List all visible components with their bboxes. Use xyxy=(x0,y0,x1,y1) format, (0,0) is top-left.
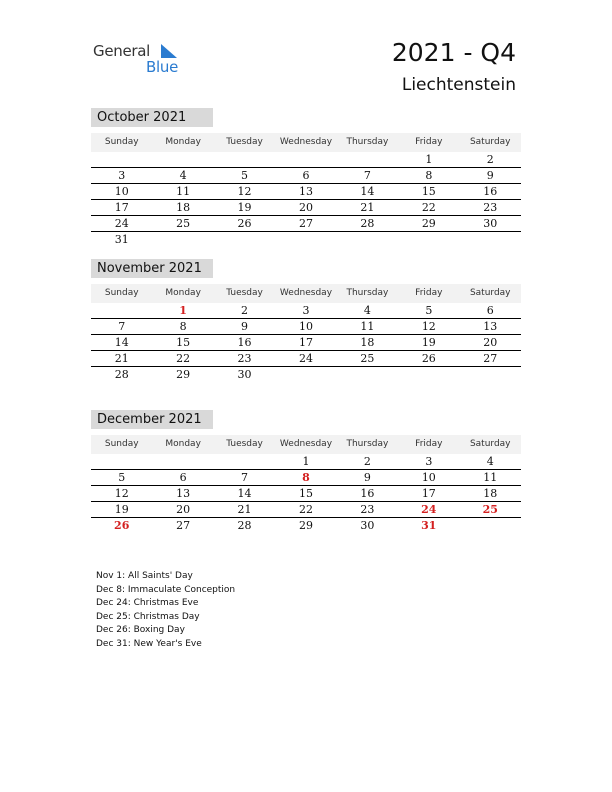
day-cell: 2 xyxy=(363,455,371,468)
logo-triangle-icon xyxy=(161,44,177,58)
day-cell xyxy=(275,152,336,167)
week-row xyxy=(91,168,521,184)
day-cell: 27 xyxy=(176,519,191,532)
week-row xyxy=(91,470,521,486)
day-cell: 30 xyxy=(360,519,375,532)
weekday-label: Wednesday xyxy=(279,137,333,147)
weekday-header-row xyxy=(91,133,521,152)
logo-text-general: General xyxy=(93,42,151,60)
day-cell: 10 xyxy=(421,471,436,484)
day-cell: 4 xyxy=(486,455,494,468)
day-cell: 6 xyxy=(302,169,310,182)
weekday-label: Friday xyxy=(415,288,443,298)
day-cell: 3 xyxy=(302,304,310,317)
day-cell xyxy=(460,518,521,534)
day-cell xyxy=(91,303,152,318)
day-cell xyxy=(275,367,336,383)
weeks-container xyxy=(91,152,521,248)
week-row xyxy=(91,367,521,383)
week-row xyxy=(91,319,521,335)
day-cell: 7 xyxy=(363,169,371,182)
day-cell: 23 xyxy=(360,503,375,516)
day-cell: 11 xyxy=(176,185,191,198)
day-cell xyxy=(152,152,213,167)
month-november xyxy=(91,259,521,383)
week-row xyxy=(91,184,521,200)
holiday-note: Dec 26: Boxing Day xyxy=(96,625,185,635)
weekday-label: Tuesday xyxy=(226,137,263,147)
day-cell: 17 xyxy=(421,487,436,500)
week-row xyxy=(91,335,521,351)
day-cell: 26 xyxy=(421,352,436,365)
day-cell: 27 xyxy=(298,217,313,230)
month-october xyxy=(91,108,521,248)
day-cell: 29 xyxy=(298,519,313,532)
day-cell: 29 xyxy=(176,368,191,381)
day-cell: 7 xyxy=(241,471,249,484)
holiday-day-cell: 31 xyxy=(421,519,437,532)
weekday-label: Wednesday xyxy=(279,288,333,298)
day-cell xyxy=(337,152,398,167)
day-cell: 15 xyxy=(298,487,313,500)
day-cell: 10 xyxy=(114,185,129,198)
week-row xyxy=(91,486,521,502)
day-cell: 10 xyxy=(298,320,313,333)
day-cell: 17 xyxy=(114,201,129,214)
weekday-label: Thursday xyxy=(346,137,389,147)
day-cell: 24 xyxy=(114,217,129,230)
weekday-label: Saturday xyxy=(469,288,511,298)
day-cell: 22 xyxy=(176,352,191,365)
week-row xyxy=(91,454,521,470)
holiday-note: Dec 8: Immaculate Conception xyxy=(96,584,236,595)
day-cell xyxy=(398,367,459,383)
day-cell: 8 xyxy=(179,320,187,333)
day-cell: 13 xyxy=(298,185,313,198)
weekday-label: Tuesday xyxy=(226,439,263,449)
holiday-note: Nov 1: All Saints' Day xyxy=(96,571,193,581)
day-cell: 26 xyxy=(237,217,252,230)
day-cell: 22 xyxy=(421,201,436,214)
weekday-header-row xyxy=(91,435,521,454)
day-cell xyxy=(275,232,336,248)
day-cell xyxy=(337,232,398,248)
holiday-notes xyxy=(96,570,235,651)
day-cell: 14 xyxy=(237,487,252,500)
weeks-container xyxy=(91,454,521,534)
day-cell: 6 xyxy=(486,304,494,317)
day-cell: 13 xyxy=(176,487,191,500)
day-cell: 16 xyxy=(360,487,375,500)
day-cell xyxy=(214,232,275,248)
day-cell: 21 xyxy=(237,503,252,516)
week-row xyxy=(91,303,521,319)
day-cell: 21 xyxy=(360,201,375,214)
day-cell xyxy=(91,152,152,167)
day-cell: 2 xyxy=(241,304,249,317)
page-title: 2021 - Q4 xyxy=(391,38,516,67)
weeks-container xyxy=(91,303,521,383)
weekday-label: Friday xyxy=(415,137,443,147)
weekday-label: Tuesday xyxy=(226,288,263,298)
day-cell: 15 xyxy=(421,185,436,198)
day-cell: 16 xyxy=(483,185,498,198)
holiday-day-cell: 8 xyxy=(302,471,310,484)
day-cell xyxy=(460,232,521,248)
day-cell: 25 xyxy=(176,217,191,230)
day-cell: 1 xyxy=(302,455,310,468)
day-cell: 19 xyxy=(114,503,129,516)
day-cell: 28 xyxy=(114,368,129,381)
day-cell: 23 xyxy=(237,352,252,365)
day-cell: 18 xyxy=(360,336,375,349)
day-cell: 13 xyxy=(483,320,498,333)
day-cell xyxy=(214,454,275,469)
month-december xyxy=(91,410,521,534)
day-cell: 12 xyxy=(237,185,252,198)
day-cell: 22 xyxy=(298,503,313,516)
day-cell: 30 xyxy=(237,368,252,381)
holiday-note: Dec 24: Christmas Eve xyxy=(96,598,199,608)
day-cell: 3 xyxy=(425,455,433,468)
weekday-label: Monday xyxy=(165,137,201,147)
week-row xyxy=(91,200,521,216)
weekday-header-row xyxy=(91,284,521,303)
weekday-label: Thursday xyxy=(346,288,389,298)
holiday-day-cell: 25 xyxy=(482,503,498,516)
weekday-label: Friday xyxy=(415,439,443,449)
day-cell xyxy=(91,454,152,469)
weekday-label: Sunday xyxy=(104,439,139,449)
month-title: November 2021 xyxy=(91,259,213,278)
day-cell: 9 xyxy=(241,320,249,333)
day-cell: 5 xyxy=(241,169,249,182)
month-title: December 2021 xyxy=(91,410,213,429)
day-cell: 1 xyxy=(425,153,433,166)
day-cell xyxy=(337,367,398,383)
day-cell: 19 xyxy=(237,201,252,214)
week-row xyxy=(91,216,521,232)
holiday-day-cell: 24 xyxy=(421,503,437,516)
day-cell xyxy=(152,454,213,469)
day-cell: 4 xyxy=(363,304,371,317)
week-row xyxy=(91,351,521,367)
weekday-label: Sunday xyxy=(104,288,139,298)
weekday-label: Saturday xyxy=(469,137,511,147)
day-cell: 9 xyxy=(363,471,371,484)
weekday-label: Wednesday xyxy=(279,439,333,449)
holiday-note: Dec 25: Christmas Day xyxy=(96,611,200,622)
day-cell: 28 xyxy=(360,217,375,230)
day-cell: 5 xyxy=(118,471,126,484)
day-cell: 9 xyxy=(486,169,494,182)
day-cell: 14 xyxy=(360,185,375,198)
holiday-note: Dec 31: New Year's Eve xyxy=(96,638,202,649)
holiday-day-cell: 1 xyxy=(179,304,187,317)
day-cell: 29 xyxy=(421,217,436,230)
week-row xyxy=(91,518,521,534)
day-cell: 8 xyxy=(425,169,433,182)
day-cell xyxy=(460,367,521,383)
day-cell: 7 xyxy=(118,320,126,333)
weekday-label: Sunday xyxy=(104,137,139,147)
week-row xyxy=(91,502,521,518)
day-cell: 30 xyxy=(483,217,498,230)
day-cell: 23 xyxy=(483,201,498,214)
day-cell: 6 xyxy=(179,471,187,484)
day-cell: 21 xyxy=(114,352,129,365)
day-cell: 20 xyxy=(176,503,191,516)
weekday-label: Monday xyxy=(165,288,201,298)
day-cell xyxy=(398,232,459,248)
holiday-day-cell: 26 xyxy=(114,519,130,532)
day-cell: 28 xyxy=(237,519,252,532)
weekday-label: Saturday xyxy=(469,439,511,449)
day-cell: 2 xyxy=(486,153,494,166)
month-title: October 2021 xyxy=(91,108,213,127)
day-cell xyxy=(214,152,275,167)
week-row xyxy=(91,152,521,168)
logo-text-blue: Blue xyxy=(146,58,178,76)
day-cell: 3 xyxy=(118,169,126,182)
day-cell: 11 xyxy=(360,320,375,333)
day-cell: 15 xyxy=(176,336,191,349)
day-cell: 12 xyxy=(421,320,436,333)
generalblue-logo xyxy=(93,40,193,80)
weekday-label: Monday xyxy=(165,439,201,449)
day-cell: 24 xyxy=(298,352,313,365)
day-cell: 5 xyxy=(425,304,433,317)
day-cell: 16 xyxy=(237,336,252,349)
day-cell: 31 xyxy=(114,233,129,246)
day-cell: 25 xyxy=(360,352,375,365)
week-row xyxy=(91,232,521,248)
day-cell: 18 xyxy=(176,201,191,214)
day-cell: 20 xyxy=(483,336,498,349)
day-cell: 27 xyxy=(483,352,498,365)
day-cell: 17 xyxy=(298,336,313,349)
day-cell: 14 xyxy=(114,336,129,349)
day-cell: 19 xyxy=(421,336,436,349)
day-cell xyxy=(152,232,213,248)
day-cell: 20 xyxy=(298,201,313,214)
day-cell: 11 xyxy=(483,471,498,484)
day-cell: 18 xyxy=(483,487,498,500)
day-cell: 4 xyxy=(179,169,187,182)
country-name: Liechtenstein xyxy=(401,75,516,95)
day-cell: 12 xyxy=(114,487,129,500)
weekday-label: Thursday xyxy=(346,439,389,449)
